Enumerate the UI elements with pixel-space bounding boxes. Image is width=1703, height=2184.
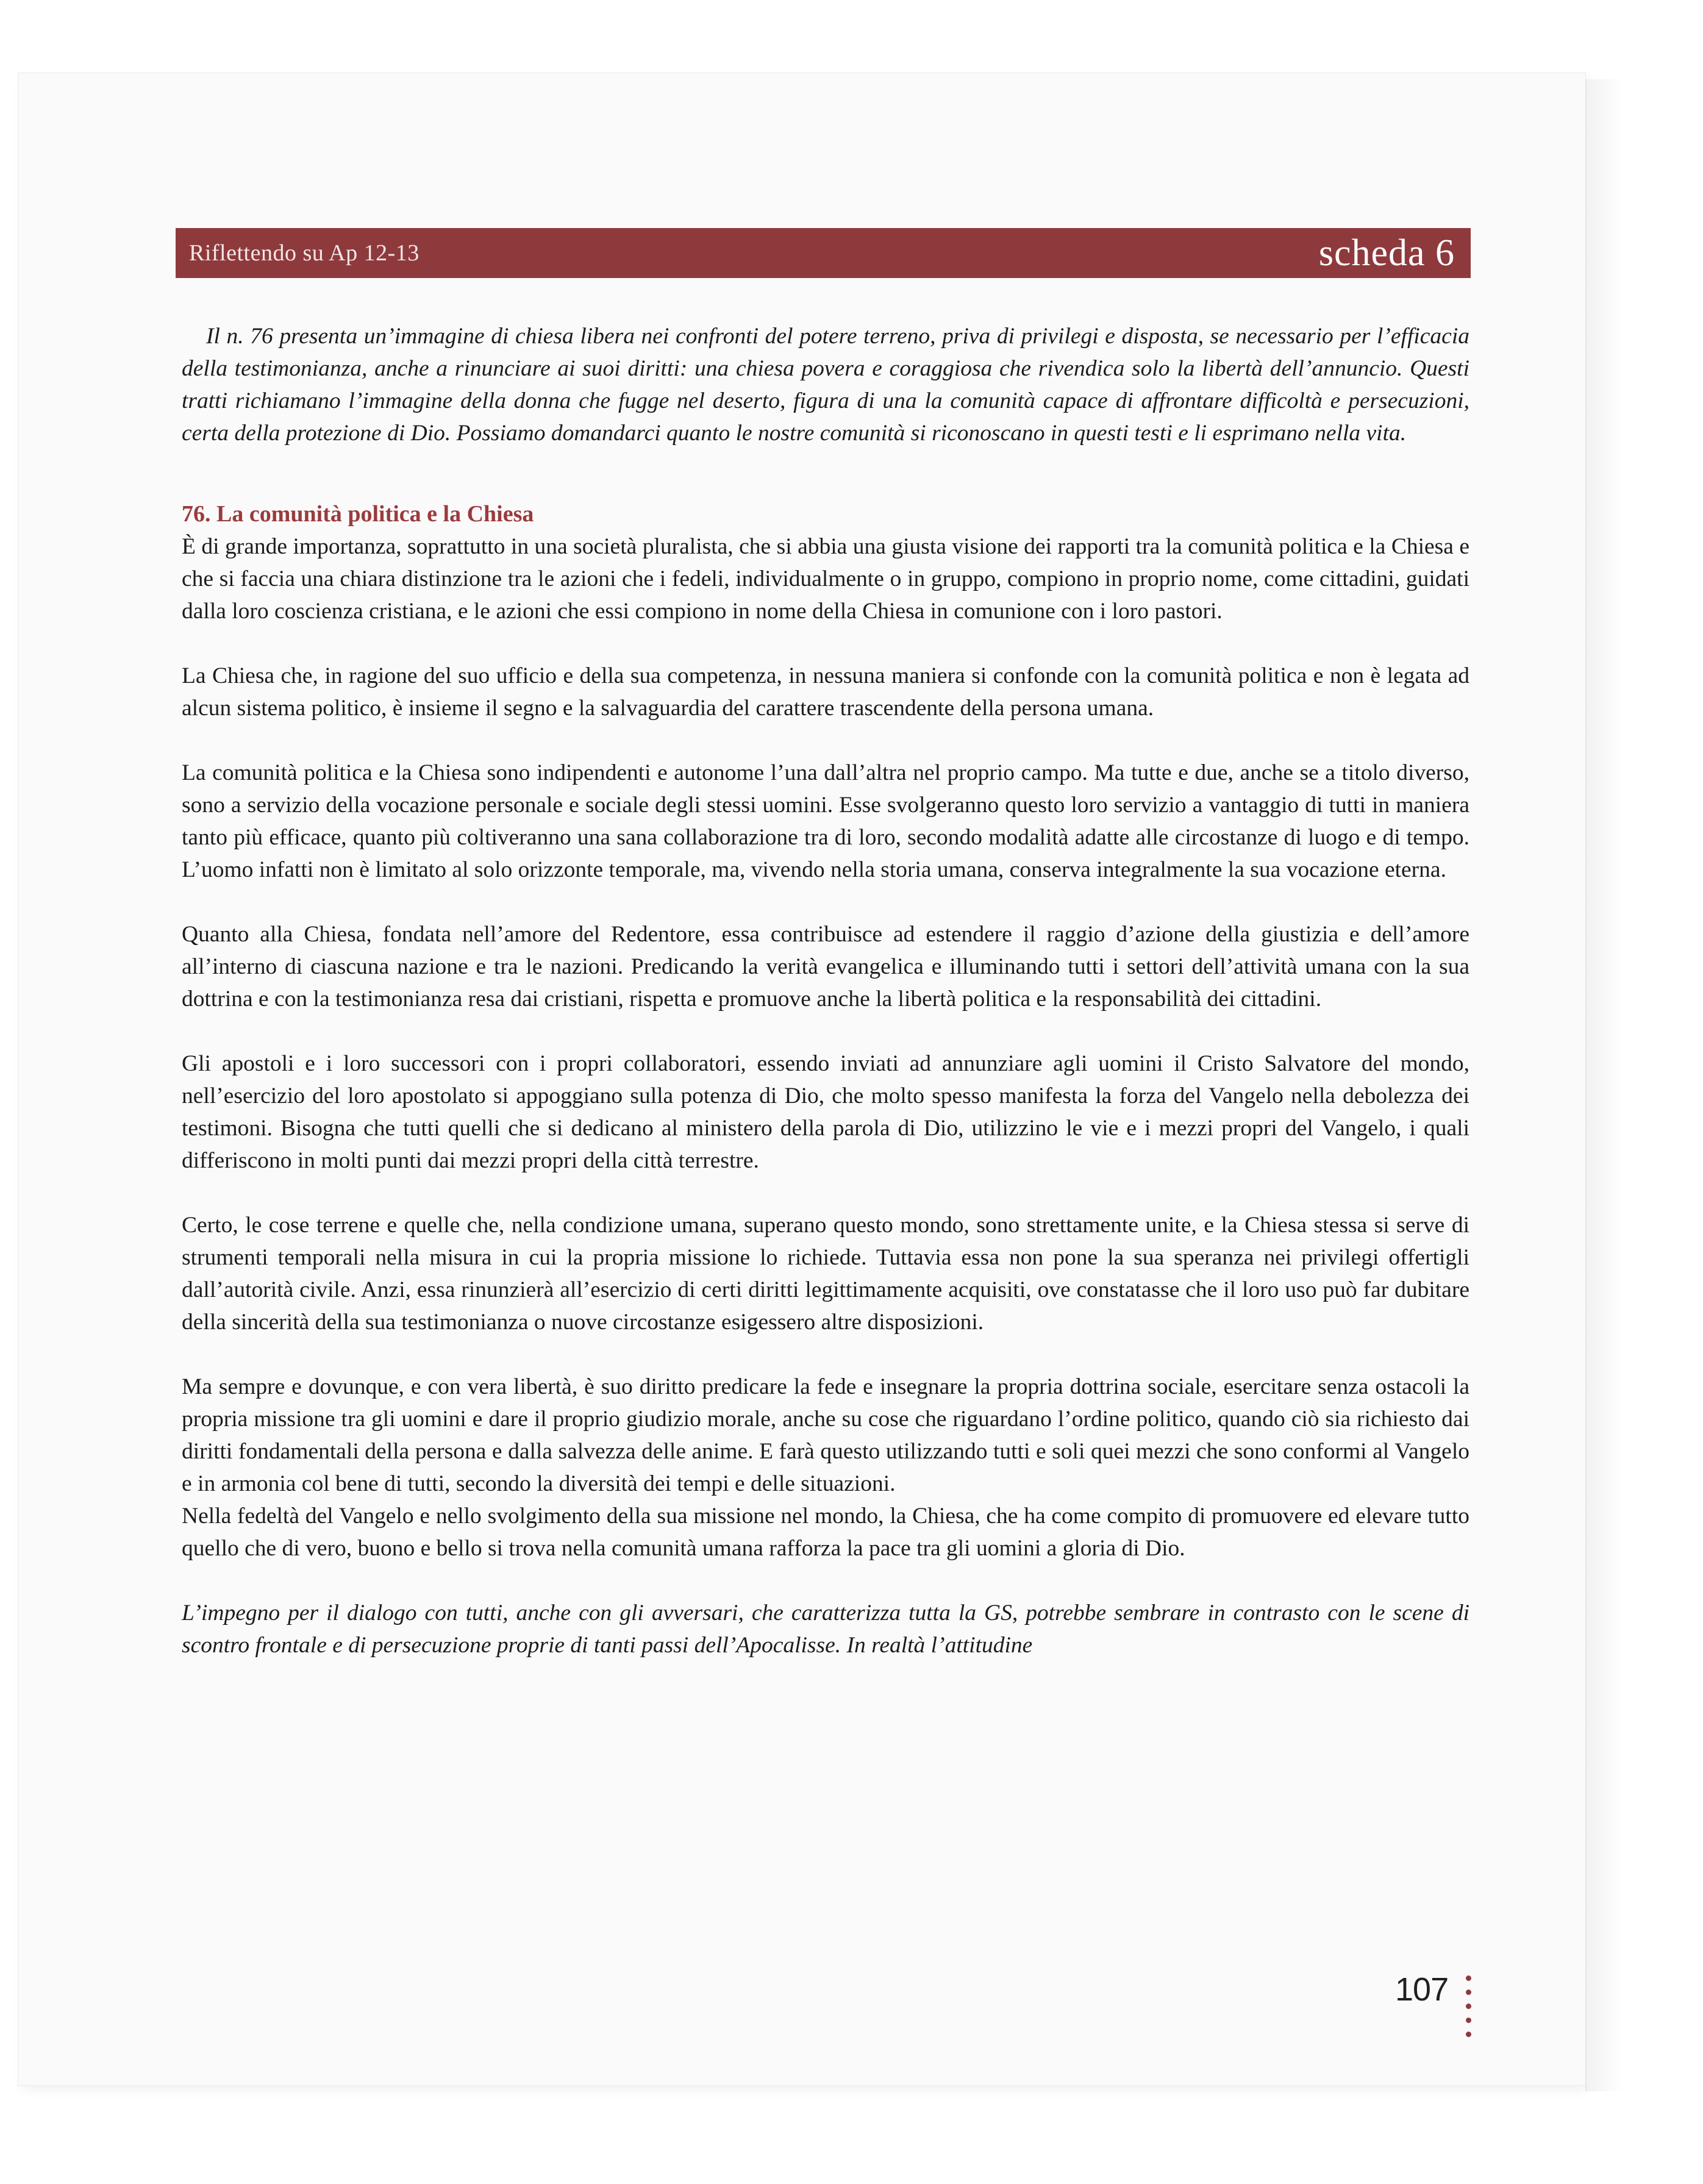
body-paragraph-3: La comunità politica e la Chiesa sono indipendenti e autonome l’una dall’altra nel proprio campo. Ma tutte e due, anche se a titolo diverso, sono a servizio della vocazione personale e sociale degli stessi uomini. Esse svolgeranno questo loro servizio a vantaggio di tutti in maniera tanto più efficace, quanto più coltiveranno una sana collaborazione tra di loro, secondo modalità adatte alle circostanze di luogo e di tempo. L’uomo infatti non è limitato al solo orizzonte temporale, ma, vivendo nella storia umana, conserva integralmente la sua vocazione eterna. [182, 760, 1469, 882]
body-paragraph-4: Quanto alla Chiesa, fondata nell’amore del Redentore, essa contribuisce ad estendere il raggio d’azione della giustizia e dell’amore all’interno di ciascuna nazione e tra le nazioni. Predicando la verità evangelica e illuminando tutti i settori dell’attività umana con la sua dottrina e con la testimonianza resa dai cristiani, rispetta e promuove anche la libertà politica e la responsabilità dei cittadini. [182, 922, 1469, 1012]
page-number-dots [1466, 1975, 1473, 2046]
section-title: 76. La comunità politica e la Chiesa [182, 501, 534, 527]
page-number: 107 [1395, 1971, 1449, 2008]
dot [1466, 2032, 1471, 2037]
outro-paragraph: L’impegno per il dialogo con tutti, anche con gli avversari, che caratterizza tutta la GS, potrebbe sembrare in contrasto con le scene di scontro frontale e di persecuzione proprie di tanti passi dell’Apocalisse. In realtà l’attitudine [182, 1601, 1469, 1658]
header-right-title: scheda 6 [1318, 232, 1455, 274]
body-paragraph-2: La Chiesa che, in ragione del suo ufficio e della sua competenza, in nessuna maniera si confonde con la comunità politica e non è legata ad alcun sistema politico, è insieme il segno e la salvaguardia del carattere trascendente della persona umana. [182, 663, 1469, 721]
intro-paragraph: Il n. 76 presenta un’immagine di chiesa libera nei confronti del potere terreno, priva di privilegi e disposta, se necessario per l’efficacia della testimonianza, anche a rinunciare ai suoi diritti: una chiesa povera e coraggiosa che rivendica solo la libertà dell’annuncio. Questi tratti richiamano l’immagine della donna che fugge nel deserto, figura di una la comunità capace di affrontare difficoltà e persecuzioni, certa della protezione di Dio. Possiamo domandarci quanto le nostre comunità si riconoscano in questi testi e li esprimano nella vita. [182, 324, 1469, 446]
dot [1466, 1990, 1471, 1995]
header-bar [176, 228, 1471, 278]
page-content [182, 320, 1469, 1661]
header-left-title: Riflettendo su Ap 12-13 [189, 240, 420, 266]
dot [1466, 2018, 1471, 2023]
dot [1466, 2004, 1471, 2009]
body-paragraph-8: Nella fedeltà del Vangelo e nello svolgimento della sua missione nel mondo, la Chiesa, che ha come compito di promuovere ed elevare tutto quello che di vero, buono e bello si trova nella comunità umana rafforza la pace tra gli uomini a gloria di Dio. [182, 1504, 1469, 1561]
page-edge [1585, 79, 1623, 2091]
body-paragraph-7: Ma sempre e dovunque, e con vera libertà, è suo diritto predicare la fede e insegnare la propria dottrina sociale, esercitare senza ostacoli la propria missione tra gli uomini e dare il proprio giudizio morale, anche su cose che riguardano l’ordine politico, quando ciò sia richiesto dai diritti fondamentali della persona e dalla salvezza delle anime. E farà questo utilizzando tutti e soli quei mezzi che sono conformi al Vangelo e in armonia col bene di tutti, secondo la diversità dei tempi e delle situazioni. [182, 1374, 1469, 1496]
body-paragraph-1: È di grande importanza, soprattutto in una società pluralista, che si abbia una giusta visione dei rapporti tra la comunità politica e la Chiesa e che si faccia una chiara distinzione tra le azioni che i fedeli, individualmente o in gruppo, compiono in proprio nome, come cittadini, guidati dalla loro coscienza cristiana, e le azioni che essi compiono in nome della Chiesa in comunione con i loro pastori. [182, 534, 1469, 624]
body-paragraph-5: Gli apostoli e i loro successori con i propri collaboratori, essendo inviati ad annunziare agli uomini il Cristo Salvatore del mondo, nell’esercizio del loro apostolato si appoggiano sulla potenza di Dio, che molto spesso manifesta la forza del Vangelo nella debolezza dei testimoni. Bisogna che tutti quelli che si dedicano al ministero della parola di Dio, utilizzino le vie e i mezzi propri del Vangelo, i quali differiscono in molti punti dai mezzi propri della città terrestre. [182, 1051, 1469, 1173]
dot [1466, 1975, 1471, 1981]
body-paragraph-6: Certo, le cose terrene e quelle che, nella condizione umana, superano questo mondo, sono strettamente unite, e la Chiesa stessa si serve di strumenti temporali nella misura in cui la propria missione lo richiede. Tuttavia essa non pone la sua speranza nei privilegi offertigli dall’autorità civile. Anzi, essa rinunzierà all’esercizio di certi diritti legittimamente acquisiti, ove constatasse che il loro uso può far dubitare della sincerità della sua testimonianza o nuove circostanze esigessero altre disposizioni. [182, 1213, 1469, 1335]
